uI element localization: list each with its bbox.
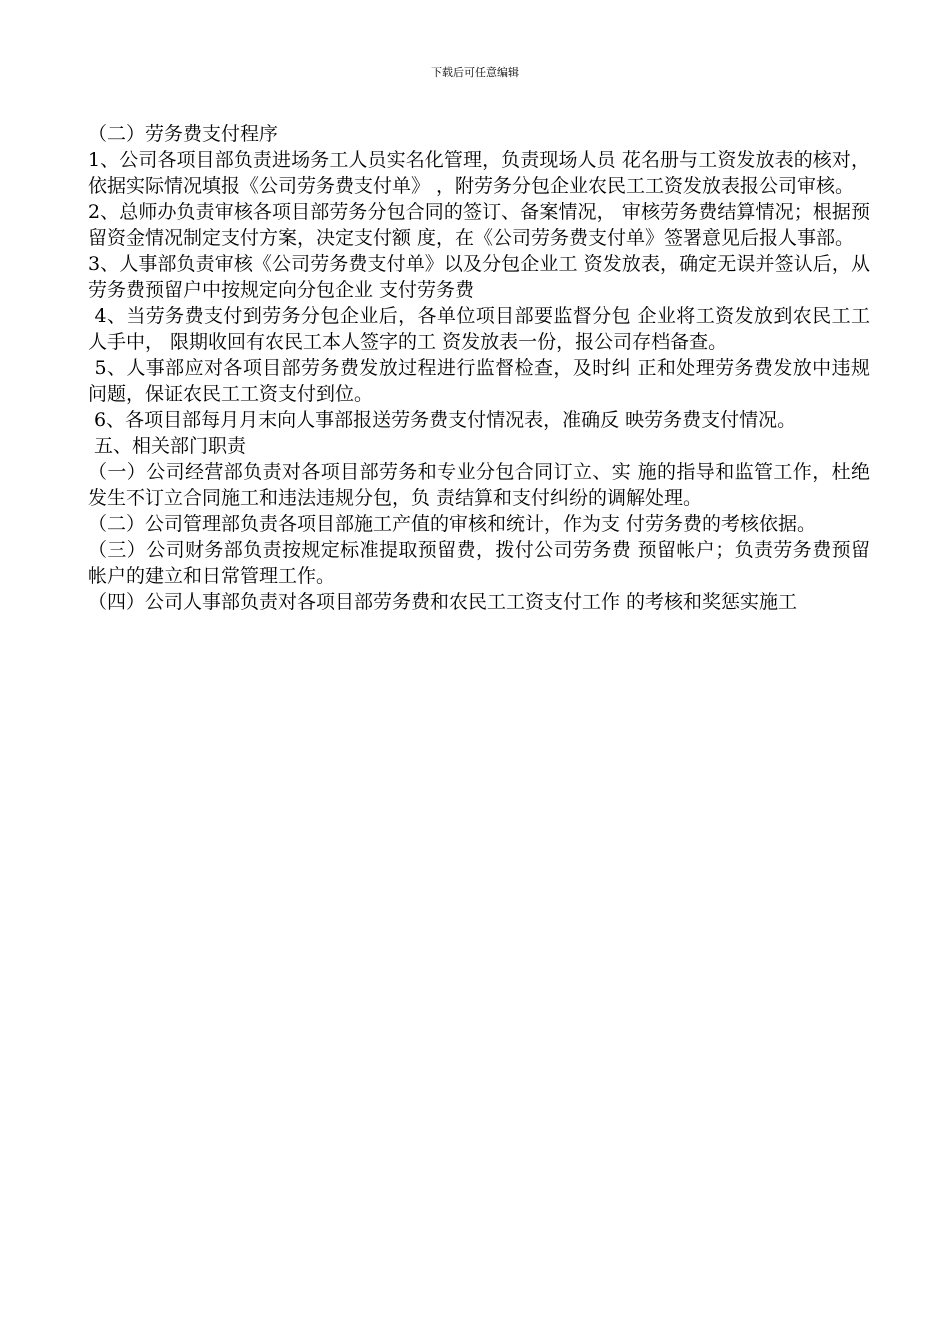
section-heading-payment-procedure: （二）劳务费支付程序 [88,123,279,145]
paragraph-item-5: 5、人事部应对各项目部劳务费发放过程进行监督检查，及时纠 正和处理劳务费发放中违规问题，保证农民工工资支付到位。 [88,357,870,405]
paragraph-item-2: 2、总师办负责审核各项目部劳务分包合同的签订、备案情况， 审核劳务费结算情况；根据预留资金情况制定支付方案，决定支付额 度，在《公司劳务费支付单》签署意见后报人事部。 [88,201,870,249]
section-heading-department-duties: 五、相关部门职责 [88,435,247,457]
paragraph-item-1: 1、公司各项目部负责进场务工人员实名化管理，负责现场人员 花名册与工资发放表的核对，依据实际情况填报《公司劳务费支付单》 ，附劳务分包企业农民工工资发放表报公司审核。 [88,149,870,197]
paragraph-duty-2: （二）公司管理部负责各项目部施工产值的审核和统计，作为支 付劳务费的考核依据。 [88,513,817,535]
paragraph-item-3: 3、人事部负责审核《公司劳务费支付单》以及分包企业工 资发放表，确定无误并签认后，从劳务费预留户中按规定向分包企业 支付劳务费 [88,253,870,301]
page-header: 下载后可任意编辑 [431,66,519,79]
paragraph-item-6: 6、各项目部每月月末向人事部报送劳务费支付情况表，准确反 映劳务费支付情况。 [88,409,797,431]
paragraph-duty-1: （一）公司经营部负责对各项目部劳务和专业分包合同订立、实 施的指导和监管工作，杜绝发生不订立合同施工和违法违规分包，负 责结算和支付纠纷的调解处理。 [88,461,870,509]
paragraph-duty-3: （三）公司财务部负责按规定标准提取预留费，拨付公司劳务费 预留帐户；负责劳务费预留帐户的建立和日常管理工作。 [88,539,870,587]
paragraph-duty-4: （四）公司人事部负责对各项目部劳务费和农民工工资支付工作 的考核和奖惩实施工 [88,591,798,613]
paragraph-item-4: 4、当劳务费支付到劳务分包企业后，各单位项目部要监督分包 企业将工资发放到农民工工人手中， 限期收回有农民工本人签字的工 资发放表一份，报公司存档备查。 [88,305,870,353]
document-body [88,121,870,615]
